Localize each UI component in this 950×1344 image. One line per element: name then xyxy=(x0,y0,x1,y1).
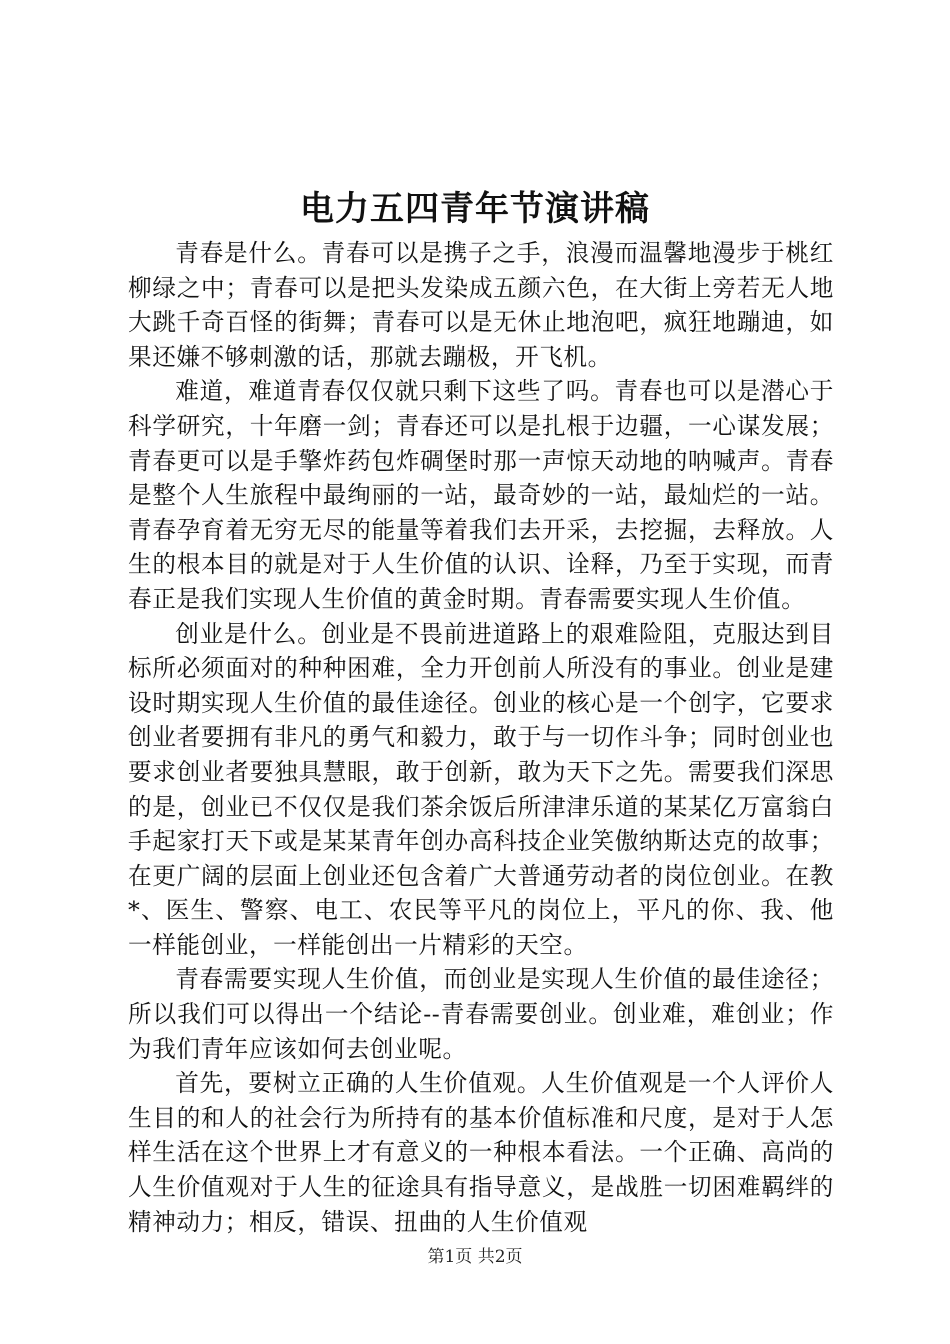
document-body xyxy=(128,236,834,1239)
document-title: 电力五四青年节演讲稿 xyxy=(300,189,650,229)
paragraph-5: 首先，要树立正确的人生价值观。人生价值观是一个人评价人生目的和人的社会行为所持有的基本价值标准和尺度，是对于人怎样生活在这个世界上才有意义的一种根本看法。一个正确、高尚的人生价值观对于人生的征途具有指导意义，是战胜一切困难羁绊的精神动力；相反，错误、扭曲的人生价值观 xyxy=(128,1069,834,1236)
page-footer: 第1页 共2页 xyxy=(427,1247,523,1267)
paragraph-3: 创业是什么。创业是不畏前进道路上的艰难险阻，克服达到目标所必须面对的种种困难，全力开创前人所没有的事业。创业是建设时期实现人生价值的最佳途径。创业的核心是一个创字，它要求创业者要拥有非凡的勇气和毅力，敢于与一切作斗争；同时创业也要求创业者要独具慧眼，敢于创新，敢为天下之先。需要我们深思的是，创业已不仅仅是我们茶余饭后所津津乐道的某某亿万富翁白手起家打天下或是某某青年创办高科技企业笑傲纳斯达克的故事；在更广阔的层面上创业还包含着广大普通劳动者的岗位创业。在教*、医生、警察、电工、农民等平凡的岗位上，平凡的你、我、他一样能创业，一样能创出一片精彩的天空。 xyxy=(128,619,834,959)
paragraph-4: 青春需要实现人生价值，而创业是实现人生价值的最佳途径；所以我们可以得出一个结论--青春需要创业。创业难，难创业；作为我们青年应该如何去创业呢。 xyxy=(128,965,834,1063)
paragraph-1: 青春是什么。青春可以是携子之手，浪漫而温馨地漫步于桃红柳绿之中；青春可以是把头发染成五颜六色，在大街上旁若无人地大跳千奇百怪的街舞；青春可以是无休止地泡吧，疯狂地蹦迪，如果还嫌不够刺激的话，那就去蹦极，开飞机。 xyxy=(128,239,834,371)
paragraph-2: 难道，难道青春仅仅就只剩下这些了吗。青春也可以是潜心于科学研究，十年磨一剑；青春还可以是扎根于边疆，一心谋发展；青春更可以是手擎炸药包炸碉堡时那一声惊天动地的呐喊声。青春是整个人生旅程中最绚丽的一站，最奇妙的一站，最灿烂的一站。青春孕育着无穷无尽的能量等着我们去开采，去挖掘，去释放。人生的根本目的就是对于人生价值的认识、诠释，乃至于实现，而青春正是我们实现人生价值的黄金时期。青春需要实现人生价值。 xyxy=(128,377,834,613)
